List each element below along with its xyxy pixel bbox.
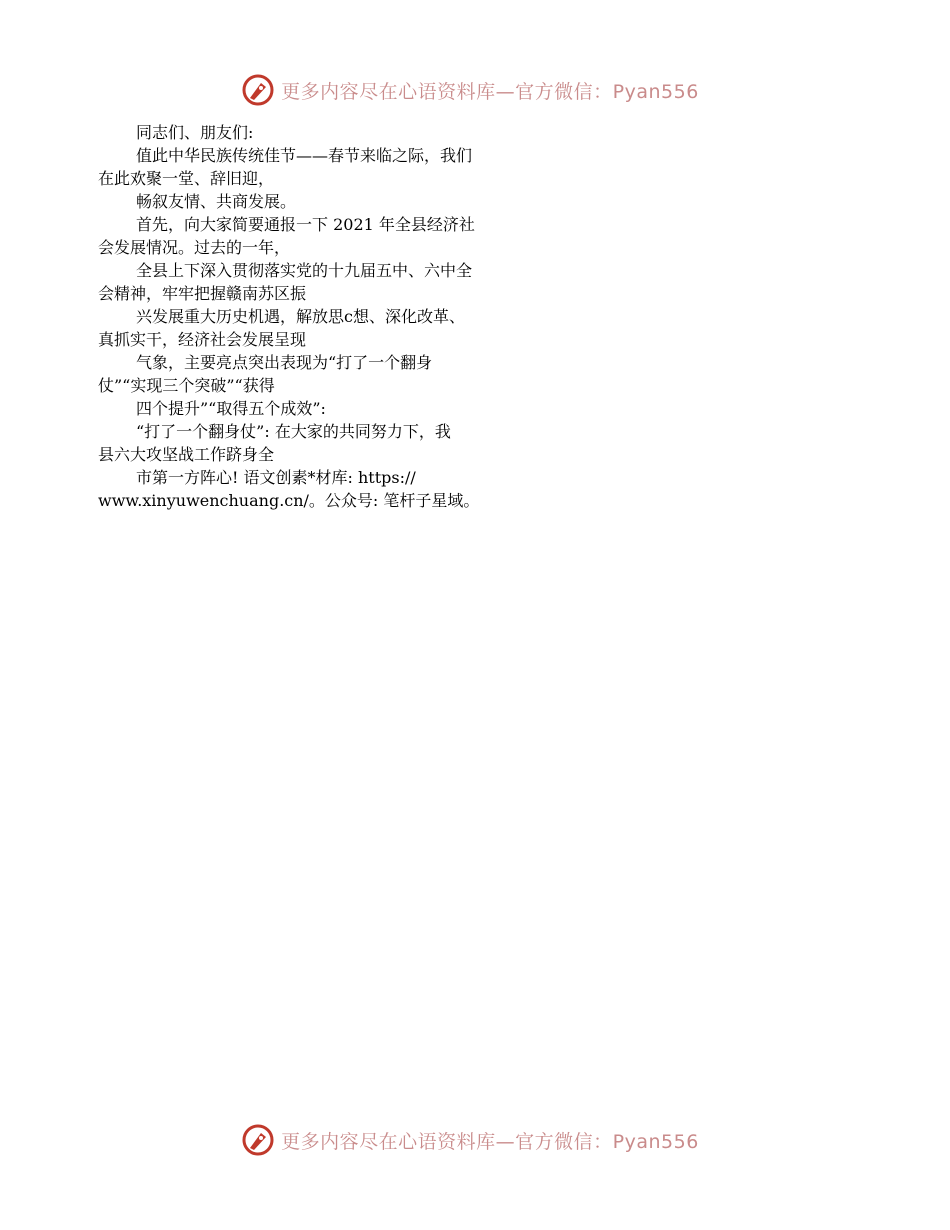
text-line: “打了一个翻身仗”: 在大家的共同努力下，我 bbox=[136, 422, 451, 441]
footer-watermark bbox=[0, 1120, 950, 1160]
text-line: 县六大攻坚战工作跻身全 bbox=[98, 445, 275, 464]
text-line: 会发展情况。过去的一年， bbox=[98, 238, 291, 257]
text-line: 四个提升”“取得五个成效”: bbox=[136, 399, 326, 418]
text-line: 在此欢聚一堂、辞旧迎， bbox=[98, 169, 275, 188]
text-line: 市第一方阵心! 语文创素*材库: https:// bbox=[136, 468, 416, 487]
watermark-text: 更多内容尽在心语资料库—官方微信：Pyan556 bbox=[281, 1130, 699, 1153]
text-line: www.xinyuwenchuang.cn/。公众号: 笔杆子星域。 bbox=[98, 491, 480, 510]
watermark-text: 更多内容尽在心语资料库—官方微信：Pyan556 bbox=[281, 80, 699, 103]
text-line: 全县上下深入贯彻落实党的十九届五中、六中全 bbox=[136, 261, 473, 280]
text-line: 畅叙友情、共商发展。 bbox=[136, 192, 297, 211]
header-watermark bbox=[0, 70, 950, 110]
text-line: 值此中华民族传统佳节——春节来临之际，我们 bbox=[136, 146, 473, 165]
text-line: 同志们、朋友们: bbox=[136, 123, 254, 142]
pen-nib-logo-icon bbox=[241, 73, 275, 107]
pen-nib-logo-icon bbox=[241, 1123, 275, 1157]
text-line: 兴发展重大历史机遇，解放思c想、深化改革、 bbox=[136, 307, 465, 326]
text-line: 真抓实干，经济社会发展呈现 bbox=[98, 330, 307, 349]
text-line: 气象，主要亮点突出表现为“打了一个翻身 bbox=[136, 353, 433, 372]
document-body bbox=[98, 120, 858, 511]
text-line: 会精神，牢牢把握赣南苏区振 bbox=[98, 284, 307, 303]
text-line: 仗”“实现三个突破”“获得 bbox=[98, 376, 275, 395]
text-line: 首先，向大家简要通报一下 2021 年全县经济社 bbox=[136, 215, 475, 234]
